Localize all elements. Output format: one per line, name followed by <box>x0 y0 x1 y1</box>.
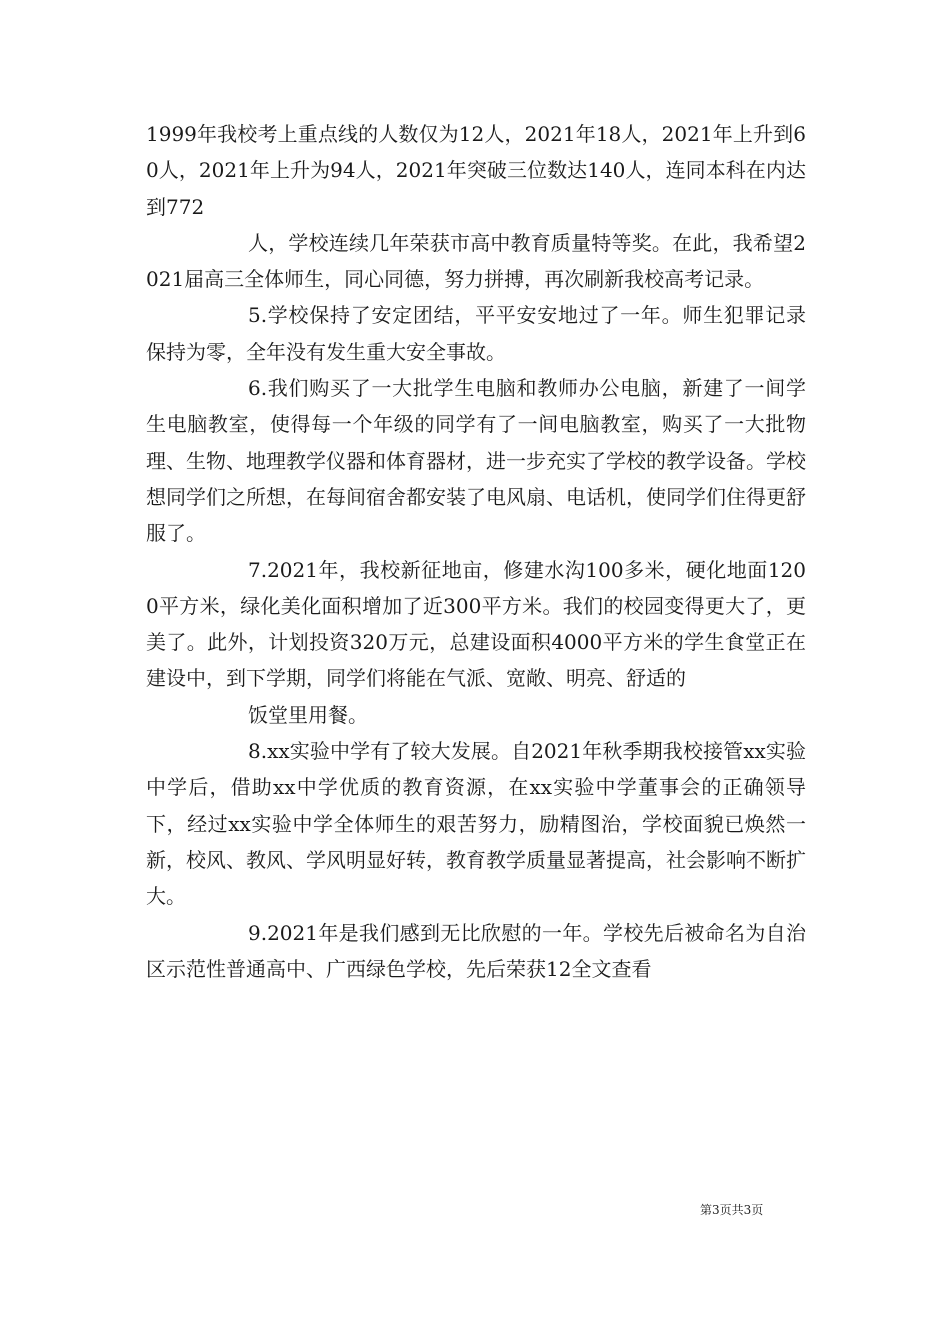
paragraph-8: 9.2021年是我们感到无比欣慰的一年。学校先后被命名为自治区示范性普通高中、广西绿色学校，先后荣获12全文查看 <box>146 920 806 981</box>
paragraph-7: 8.xx实验中学有了较大发展。自2021年秋季期我校接管xx实验中学后，借助xx中学优质的教育资源，在xx实验中学董事会的正确领导下，经过xx实验中学全体师生的艰苦努力，励精图治，学校面貌已焕然一新，校风、教风、学风明显好转，教育教学质量显著提高，社会影响不断扩大。 <box>146 739 806 909</box>
page-number: 第3页共3页 <box>700 1203 764 1217</box>
paragraph-2: 人，学校连续几年荣获市高中教育质量特等奖。在此，我希望2021届高三全体师生，同心同德，努力拼搏，再次刷新我校高考记录。 <box>146 230 806 292</box>
paragraph-3: 5.学校保持了安定团结，平平安安地过了一年。师生犯罪记录保持为零，全年没有发生重大安全事故。 <box>146 303 806 364</box>
paragraph-4: 6.我们购买了一大批学生电脑和教师办公电脑，新建了一间学生电脑教室，使得每一个年级的同学有了一间电脑教室，购买了一大批物理、生物、地理教学仪器和体育器材，进一步充实了学校的教学设备。学校想同学们之所想，在每间宿舍都安装了电风扇、电话机，使同学们住得更舒服了。 <box>146 376 806 546</box>
paragraph-6: 饭堂里用餐。 <box>248 702 368 727</box>
paragraph-1: 1999年我校考上重点线的人数仅为12人，2021年18人，2021年上升到60人，2021年上升为94人，2021年突破三位数达140人，连同本科在内达到772 <box>146 122 806 219</box>
body-text <box>146 116 806 987</box>
paragraph-5: 7.2021年，我校新征地亩，修建水沟100多米，硬化地面1200平方米，绿化美化面积增加了近300平方米。我们的校园变得更大了，更美了。此外，计划投资320万元，总建设面积4000平方米的学生食堂正在建设中，到下学期，同学们将能在气派、宽敞、明亮、舒适的 <box>146 557 806 691</box>
